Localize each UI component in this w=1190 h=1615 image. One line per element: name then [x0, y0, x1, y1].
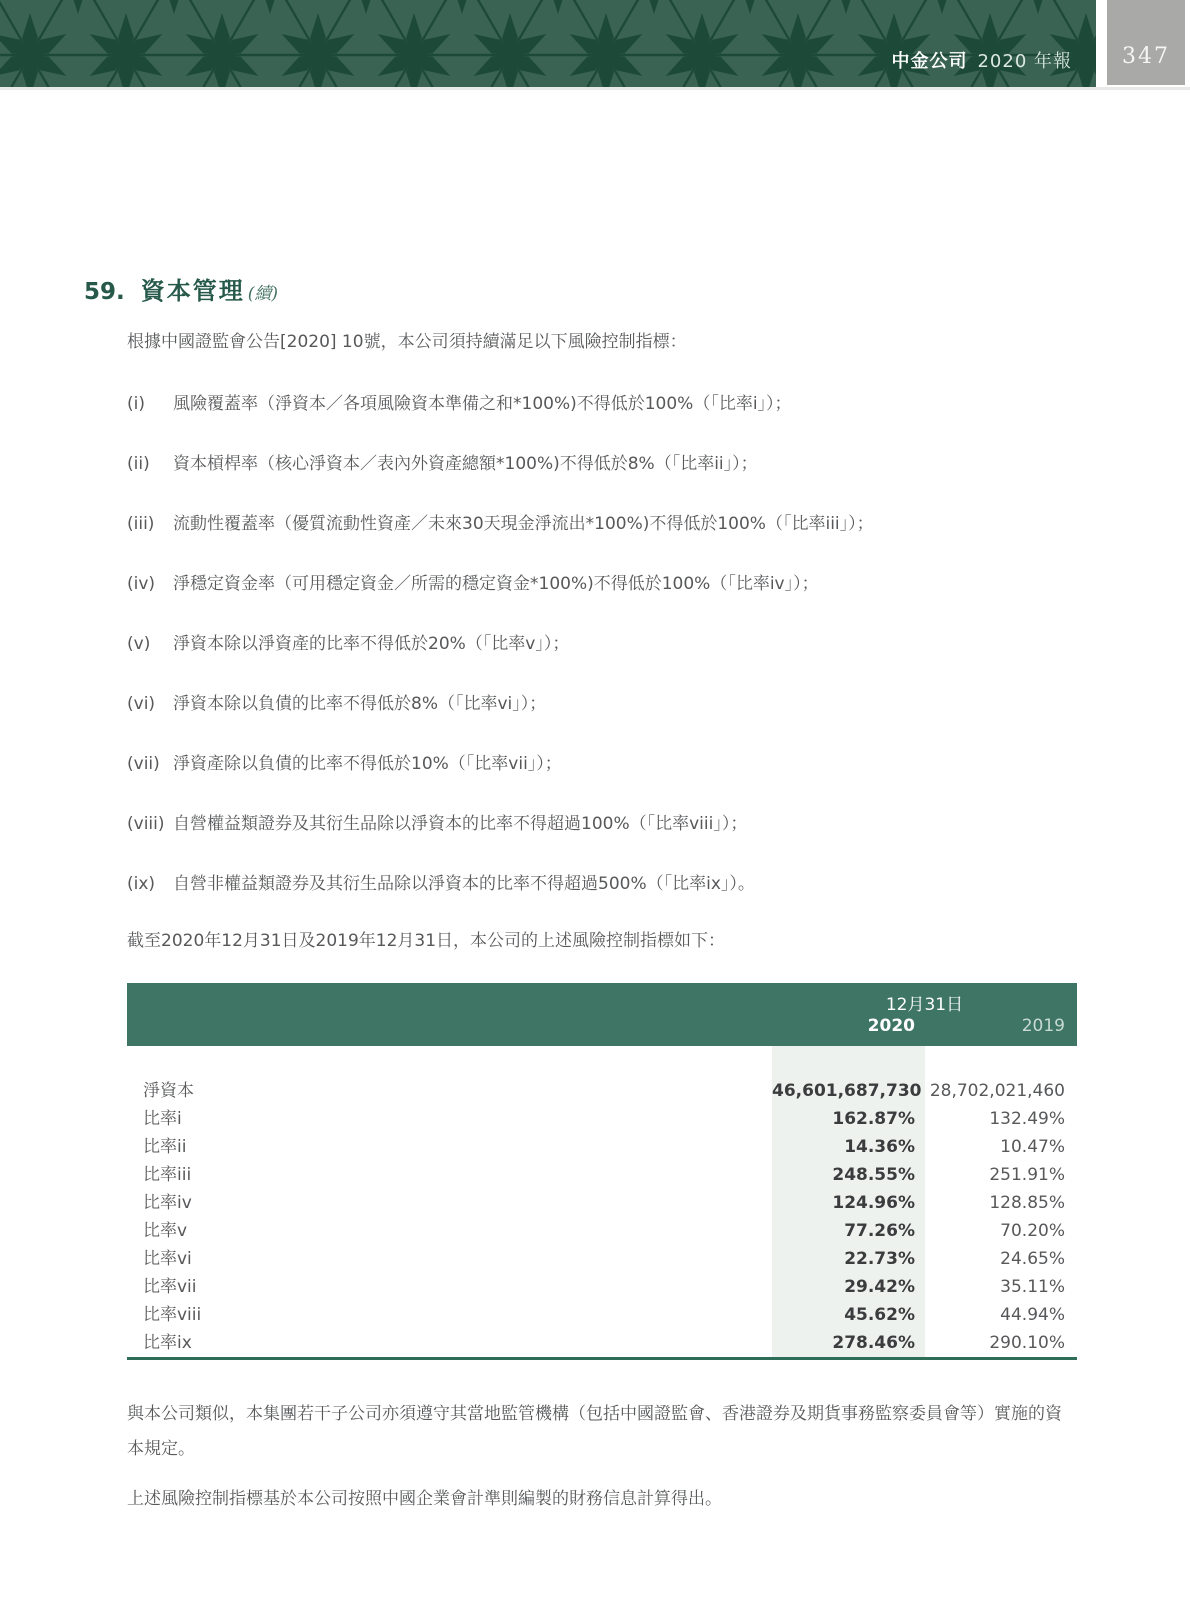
- list-item: [127, 512, 1077, 572]
- list-text: 風險覆蓋率（淨資本／各項風險資本準備之和*100%)不得低於100%（「比率i」）；: [173, 394, 792, 414]
- list-text: 自營非權益類證券及其衍生品除以淨資本的比率不得超過500%（「比率ix」）。: [173, 874, 755, 894]
- page-number: 347: [1122, 44, 1170, 69]
- row-value-2020: 77.26%: [844, 1221, 915, 1241]
- list-marker: (iv): [127, 574, 156, 594]
- risk-indicator-table: [127, 983, 1077, 1360]
- list-marker: (ix): [127, 874, 156, 894]
- year-2020-header: 2020: [867, 1016, 915, 1036]
- row-label: 比率ix: [143, 1333, 192, 1353]
- row-value-2020: 22.73%: [844, 1249, 915, 1269]
- list-text: 自營權益類證券及其衍生品除以淨資本的比率不得超過100%（「比率viii」）；: [173, 814, 748, 834]
- list-marker: (viii): [127, 814, 165, 834]
- report-edition: 2020 年報: [977, 51, 1072, 72]
- list-text: 淨資產除以負債的比率不得低於10%（「比率vii」）；: [173, 754, 562, 774]
- row-value-2019: 132.49%: [989, 1109, 1065, 1129]
- list-text: 資本槓桿率（核心淨資本／表內外資產總額*100%)不得低於8%（「比率ii」）；: [173, 454, 758, 474]
- company-name: 中金公司: [891, 51, 968, 72]
- section-heading: [84, 271, 278, 306]
- row-value-2019: 290.10%: [989, 1333, 1065, 1353]
- row-label: 比率viii: [143, 1305, 202, 1325]
- row-value-2019: 70.20%: [1000, 1221, 1065, 1241]
- row-value-2020: 124.96%: [832, 1193, 915, 1213]
- table-header: [127, 983, 1077, 1046]
- table-row: [127, 1161, 1077, 1189]
- list-marker: (vi): [127, 694, 156, 714]
- list-marker: (vii): [127, 754, 160, 774]
- table-intro: 截至2020年12月31日及2019年12月31日，本公司的上述風險控制指標如下：: [127, 931, 726, 951]
- list-item: [127, 632, 1077, 692]
- row-label: 比率iii: [143, 1165, 192, 1185]
- header-divider: [0, 87, 1190, 90]
- table-row: [127, 1217, 1077, 1245]
- row-value-2020: 248.55%: [832, 1165, 915, 1185]
- row-value-2019: 44.94%: [1000, 1305, 1065, 1325]
- row-value-2020: 46,601,687,730: [772, 1081, 922, 1101]
- row-value-2019: 28,702,021,460: [929, 1081, 1065, 1101]
- date-column-header: 12月31日: [885, 995, 964, 1015]
- list-text: 淨穩定資金率（可用穩定資金／所需的穩定資金*100%)不得低於100%（「比率iv」）；: [173, 574, 819, 594]
- list-item: [127, 872, 1077, 932]
- requirement-list: [127, 392, 1077, 932]
- header-band: [0, 0, 1096, 87]
- row-label: 比率i: [143, 1109, 182, 1129]
- note-paragraph: 與本公司類似，本集團若干子公司亦須遵守其當地監管機構（包括中國證監會、香港證券及期貨事務監察委員會等）實施的資本規定。: [127, 1404, 1062, 1459]
- section-number: 59.: [84, 279, 125, 305]
- list-item: [127, 572, 1077, 632]
- row-value-2020: 162.87%: [832, 1109, 915, 1129]
- table-row: [127, 1189, 1077, 1217]
- row-value-2020: 29.42%: [844, 1277, 915, 1297]
- page-number-box: [1107, 0, 1185, 85]
- list-item: [127, 752, 1077, 812]
- list-text: 流動性覆蓋率（優質流動性資產／未來30天現金淨流出*100%)不得低於100%（「比率iii」）；: [173, 514, 874, 534]
- asanoha-pattern: [0, 0, 1096, 87]
- row-value-2020: 14.36%: [844, 1137, 915, 1157]
- table-row: [127, 1273, 1077, 1301]
- list-text: 淨資本除以淨資產的比率不得低於20%（「比率v」）；: [173, 634, 570, 654]
- row-value-2019: 35.11%: [1000, 1277, 1065, 1297]
- intro-paragraph: 根據中國證監會公告[2020] 10號，本公司須持續滿足以下風險控制指標：: [127, 332, 687, 352]
- list-marker: (v): [127, 634, 151, 654]
- header-title: [891, 47, 1072, 73]
- row-value-2019: 128.85%: [989, 1193, 1065, 1213]
- row-value-2019: 10.47%: [1000, 1137, 1065, 1157]
- row-label: 淨資本: [143, 1081, 194, 1101]
- list-text: 淨資本除以負債的比率不得低於8%（「比率vi」）；: [173, 694, 547, 714]
- list-marker: (i): [127, 394, 145, 414]
- section-title: 資本管理: [140, 277, 245, 305]
- list-item: [127, 452, 1077, 512]
- table-row: [127, 1133, 1077, 1161]
- list-item: [127, 812, 1077, 872]
- table-row: [127, 1329, 1077, 1357]
- row-label: 比率vi: [143, 1249, 192, 1269]
- table-row: [127, 1245, 1077, 1273]
- row-value-2020: 45.62%: [844, 1305, 915, 1325]
- row-label: 比率iv: [143, 1193, 192, 1213]
- section-continued-label: (續): [247, 284, 279, 304]
- row-value-2019: 24.65%: [1000, 1249, 1065, 1269]
- list-item: [127, 692, 1077, 752]
- list-marker: (ii): [127, 454, 150, 474]
- table-row: [127, 1077, 1077, 1105]
- row-value-2020: 278.46%: [832, 1333, 915, 1353]
- table-body: [127, 1046, 1077, 1360]
- list-item: [127, 392, 1077, 452]
- row-label: 比率v: [143, 1221, 188, 1241]
- row-label: 比率vii: [143, 1277, 197, 1297]
- row-value-2019: 251.91%: [989, 1165, 1065, 1185]
- row-label: 比率ii: [143, 1137, 187, 1157]
- list-marker: (iii): [127, 514, 155, 534]
- year-2019-header: 2019: [1021, 1016, 1065, 1036]
- table-row: [127, 1301, 1077, 1329]
- table-row: [127, 1105, 1077, 1133]
- note-paragraph: 上述風險控制指標基於本公司按照中國企業會計準則編製的財務信息計算得出。: [127, 1489, 722, 1509]
